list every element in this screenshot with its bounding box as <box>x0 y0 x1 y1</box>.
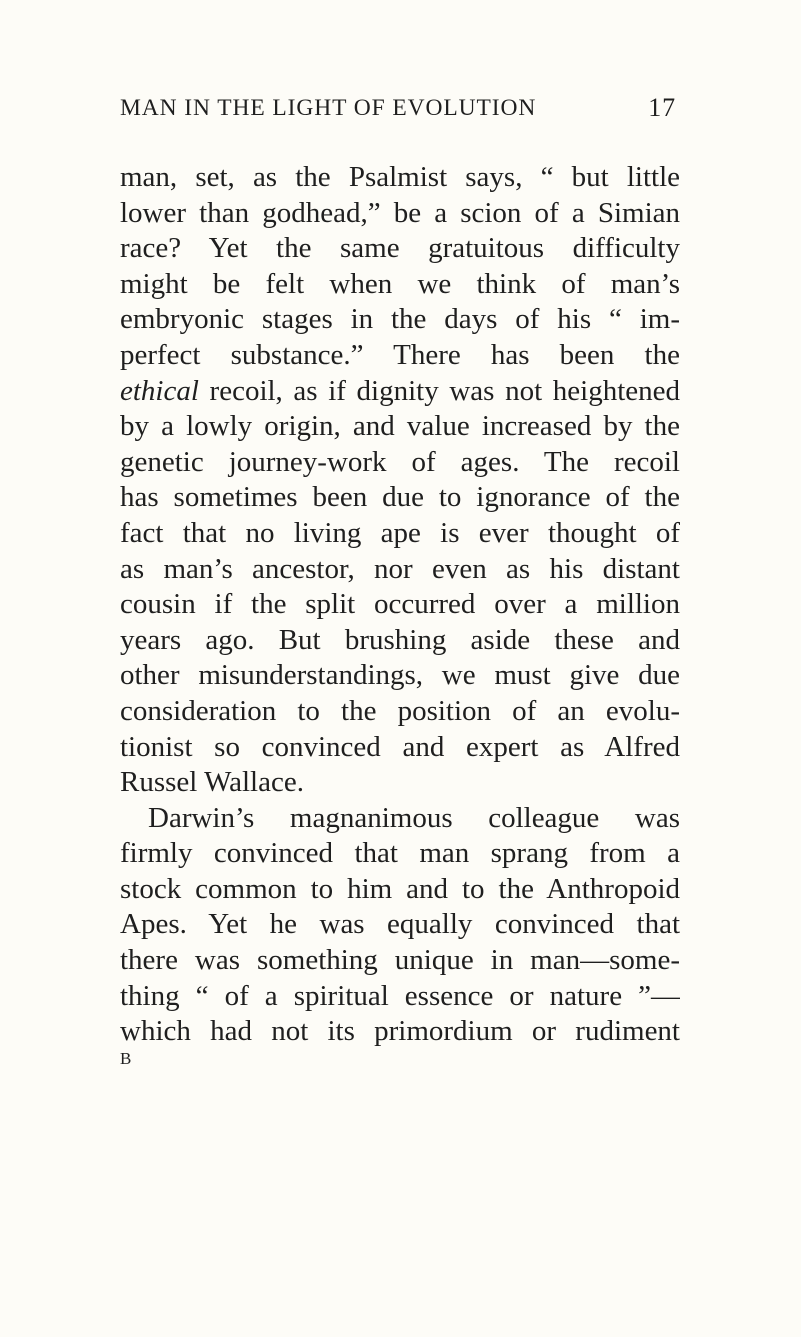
text-line: has sometimes been due to ignorance of the <box>120 481 680 514</box>
italic-word: ethical <box>120 374 199 407</box>
text-line: firmly convinced that man sprang from a <box>120 837 680 870</box>
text-line: as man’s ancestor, nor even as his distant <box>120 552 680 585</box>
text-line: Russel Wallace. <box>120 766 304 799</box>
running-head <box>120 88 676 128</box>
text-line: perfect substance.” There has been the <box>120 338 680 371</box>
text-line-rest: recoil, as if dignity was not heightened <box>198 374 680 407</box>
text-line: other misunderstandings, we must give due <box>120 659 680 692</box>
text-line: tionist so convinced and expert as Alfred <box>120 730 680 763</box>
text-line: stock common to him and to the Anthropoid <box>120 872 680 905</box>
body-text <box>120 160 680 1050</box>
text-line: fact that no living ape is ever thought of <box>120 516 680 549</box>
text-line: race? Yet the same gratuitous difficulty <box>120 232 680 265</box>
text-line: embryonic stages in the days of his “ im- <box>120 303 680 336</box>
text-line: years ago. But brushing aside these and <box>120 623 680 656</box>
text-line: Apes. Yet he was equally convinced that <box>120 908 680 941</box>
text-line: which had not its primordium or rudiment <box>120 1015 680 1048</box>
text-line: consideration to the position of an evolu- <box>120 694 680 727</box>
text-line: Darwin’s magnanimous colleague was <box>148 801 680 834</box>
page-number: 17 <box>648 93 676 122</box>
text-line: there was something unique in man—some- <box>120 944 680 977</box>
text-line: thing “ of a spiritual essence or nature ”— <box>120 979 680 1012</box>
text-line: man, set, as the Psalmist says, “ but little <box>120 161 680 193</box>
running-head-title: MAN IN THE LIGHT OF EVOLUTION <box>120 95 537 121</box>
text-line: genetic journey-work of ages. The recoil <box>120 445 680 478</box>
text-line: lower than godhead,” be a scion of a Simian <box>120 196 680 229</box>
text-line: cousin if the split occurred over a million <box>120 588 680 621</box>
text-line: by a lowly origin, and value increased by the <box>120 410 680 443</box>
text-line <box>120 374 680 410</box>
text-line: might be felt when we think of man’s <box>120 267 680 300</box>
signature-mark: B <box>120 1049 132 1068</box>
